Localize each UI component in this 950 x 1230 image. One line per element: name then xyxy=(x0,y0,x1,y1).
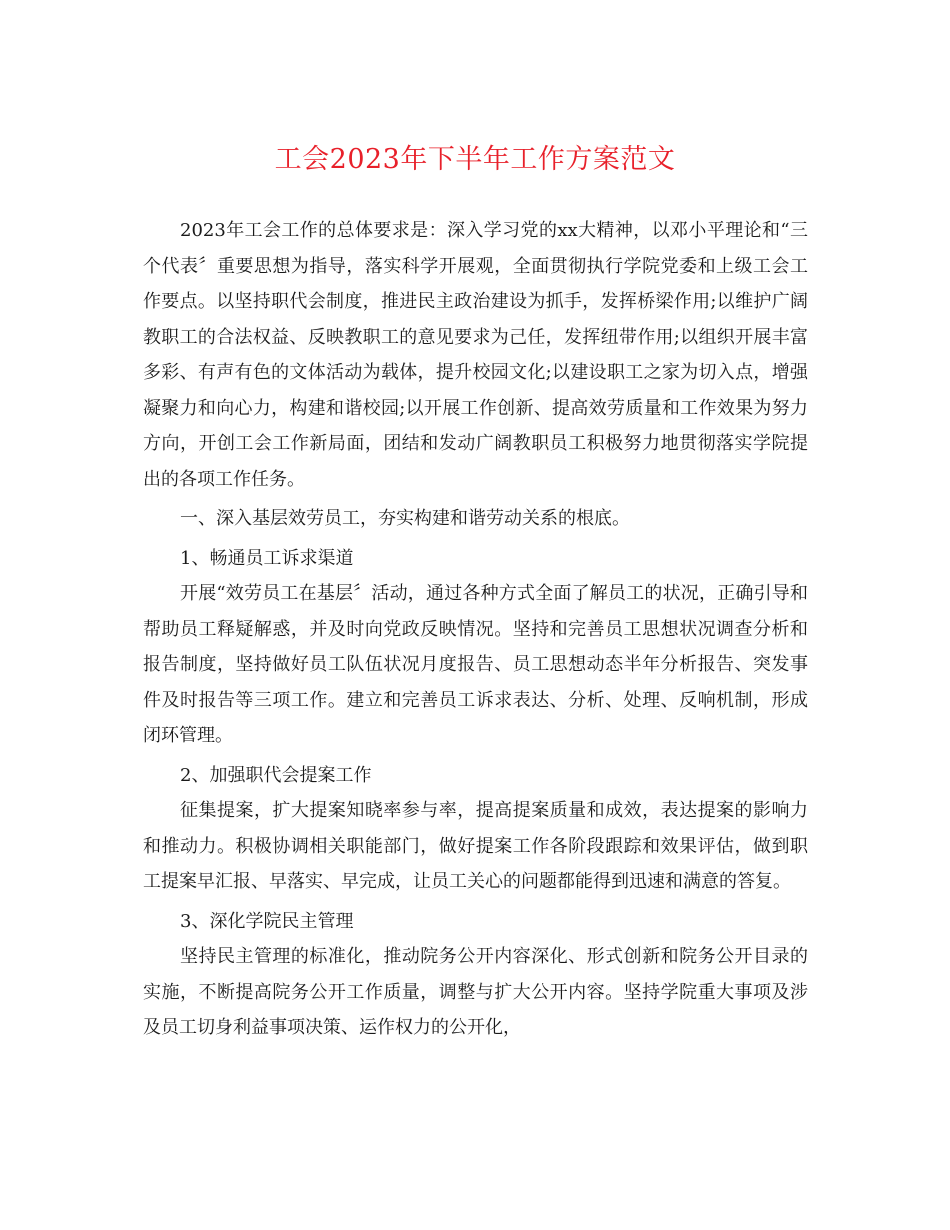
paragraph-1-2: 征集提案，扩大提案知晓率参与率，提高提案质量和成效，表达提案的影响力和推动力。积极协调相关职能部门，做好提案工作各阶段跟踪和效果评估，做到职工提案早汇报、早落实、早完成，让员工关心的问题都能得到迅速和满意的答复。 xyxy=(143,800,808,892)
subheading-1-3: 3、深化学院民主管理 xyxy=(180,910,354,932)
paragraph-1-3: 坚持民主管理的标准化，推动院务公开内容深化、形式创新和院务公开目录的实施，不断提高院务公开工作质量，调整与扩大公开内容。坚持学院重大事项及涉及员工切身利益事项决策、运作权力的公开化， xyxy=(143,946,808,1038)
subheading-1-2: 2、加强职代会提案工作 xyxy=(180,764,372,786)
paragraph-general-requirements: 2023年工会工作的总体要求是：深入学习党的xx大精神，以邓小平理论和“三个代表〞重要思想为指导，落实科学开展观，全面贯彻执行学院党委和上级工会工作要点。以坚持职代会制度，推进民主政治建设为抓手，发挥桥梁作用;以维护广阔教职工的合法权益、反映教职工的意见要求为己任，发挥纽带作用;以组织开展丰富多彩、有声有色的文体活动为载体，提升校园文化;以建设职工之家为切入点，增强凝聚力和向心力，构建和谐校园;以开展工作创新、提高效劳质量和工作效果为努力方向，开创工会工作新局面，团结和发动广阔教职员工积极努力地贯彻落实学院提出的各项工作任务。 xyxy=(143,220,808,490)
paragraph-1-1: 开展“效劳员工在基层〞活动，通过各种方式全面了解员工的状况，正确引导和帮助员工释疑解惑，并及时向党政反映情况。坚持和完善员工思想状况调查分析和报告制度，坚持做好员工队伍状况月度报告、员工思想动态半年分析报告、突发事件及时报告等三项工作。建立和完善员工诉求表达、分析、处理、反响机制，形成闭环管理。 xyxy=(143,583,808,746)
document-title: 工会2023年下半年工作方案范文 xyxy=(274,144,676,175)
subheading-1-1: 1、畅通员工诉求渠道 xyxy=(180,547,354,569)
document-body xyxy=(143,213,808,1046)
section-heading-1: 一、深入基层效劳员工，夯实构建和谐劳动关系的根底。 xyxy=(180,508,630,529)
